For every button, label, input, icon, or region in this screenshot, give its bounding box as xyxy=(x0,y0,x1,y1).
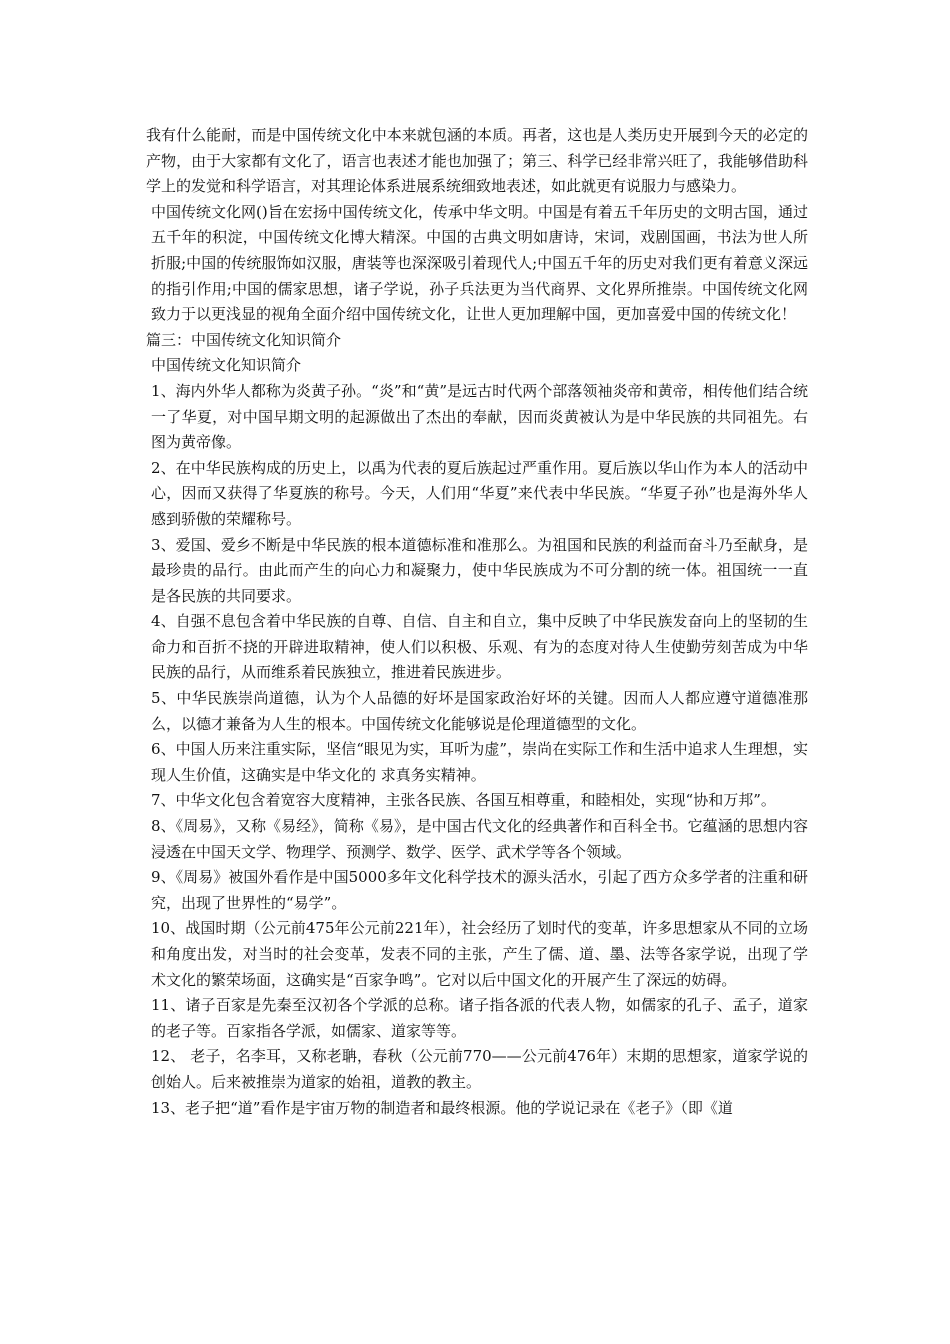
paragraph: 8、《周易》，又称《易经》，简称《易》，是中国古代文化的经典著作和百科全书。它蕴涵的思想内容浸透在中国天文学、物理学、预测学、数学、医学、武术学等各个领域。 xyxy=(151,817,808,861)
paragraph: 7、中华文化包含着宽容大度精神，主张各民族、各国互相尊重，和睦相处，实现“协和万邦”。 xyxy=(151,791,776,810)
paragraph: 1、海内外华人都称为炎黄子孙。“炎”和“黄”是远古时代两个部落领袖炎帝和黄帝，相传他们结合统一了华夏，对中国早期文明的起源做出了杰出的奉献，因而炎黄被认为是中华民族的共同祖先。右图为黄帝像。 xyxy=(151,381,808,452)
paragraph: 11、诸子百家是先秦至汉初各个学派的总称。诸子指各派的代表人物，如儒家的孔子、孟子，道家的老子等。百家指各学派，如儒家、道家等等。 xyxy=(151,996,808,1040)
paragraph: 中国传统文化知识简介 xyxy=(151,356,302,375)
paragraph: 4、自强不息包含着中华民族的自尊、自信、自主和自立，集中反映了中华民族发奋向上的坚韧的生命力和百折不挠的开辟进取精神，使人们以积极、乐观、有为的态度对待人生使勤劳刻苦成为中华民族的品行，从而维系着民族独立，推进着民族进步。 xyxy=(151,612,808,682)
paragraph: 3、爱国、爱乡不断是中华民族的根本道德标准和准那么。为祖国和民族的利益而奋斗乃至献身，是最珍贵的品行。由此而产生的向心力和凝聚力，使中华民族成为不可分割的统一体。祖国统一一直是各民族的共同要求。 xyxy=(151,535,808,605)
paragraph: 我有什么能耐，而是中国传统文化中本来就包涵的本质。再者，这也是人类历史开展到今天的必定的产物，由于大家都有文化了，语言也表述才能也加强了；第三、科学已经非常兴旺了，我能够借助科学上的发觉和科学语言，对其理论体系进展系统细致地表述，如此就更有说服力与感染力。 xyxy=(146,126,808,196)
paragraph: 10、战国时期（公元前475年公元前221年），社会经历了划时代的变革，许多思想家从不同的立场和角度出发，对当时的社会变革，发表不同的主张，产生了儒、道、墨、法等各家学说，出现了学术文化的繁荣场面，这确实是“百家争鸣”。它对以后中国文化的开展产生了深远的妨碍。 xyxy=(151,919,808,989)
paragraph: 2、在中华民族构成的历史上，以禹为代表的夏后族起过严重作用。夏后族以华山作为本人的活动中心，因而又获得了华夏族的称号。今天，人们用“华夏”来代表中华民族。“华夏子孙”也是海外华人感到骄傲的荣耀称号。 xyxy=(151,458,808,528)
paragraph: 13、老子把“道”看作是宇宙万物的制造者和最终根源。他的学说记录在《老子》（即《道 xyxy=(151,1098,733,1117)
paragraph: 5、中华民族崇尚道德，认为个人品德的好坏是国家政治好坏的关键。因而人人都应遵守道德准那么，以德才兼备为人生的根本。中国传统文化能够说是伦理道德型的文化。 xyxy=(151,689,808,733)
paragraph: 9、《周易》被国外看作是中国5000多年文化科学技术的源头活水，引起了西方众多学者的注重和研究，出现了世界性的“易学”。 xyxy=(151,868,808,912)
paragraph: 中国传统文化网()旨在宏扬中国传统文化，传承中华文明。中国是有着五千年历史的文明古国，通过五千年的积淀，中国传统文化博大精深。中国的古典文明如唐诗，宋词，戏剧国画，书法为世人所折服;中国的传统服饰如汉服，唐装等也深深吸引着现代人;中国五千年的历史对我们更有着意义深远的指引作用;中国的儒家思想，诸子学说，孙子兵法更为当代商界、文化界所推崇。中国传统文化网致力于以更浅显的视角全面介绍中国传统文化，让世人更加理解中国，更加喜爱中国的传统文化！ xyxy=(151,202,808,324)
paragraph: 12、 老子，名李耳，又称老聃，春秋（公元前770——公元前476年）末期的思想家，道家学说的创始人。后来被推崇为道家的始祖，道教的教主。 xyxy=(151,1047,808,1091)
document-page xyxy=(146,123,808,1121)
paragraph: 6、中国人历来注重实际，坚信“眼见为实，耳听为虚”，崇尚在实际工作和生活中追求人生理想，实现人生价值，这确实是中华文化的 求真务实精神。 xyxy=(151,740,808,784)
paragraph: 篇三：中国传统文化知识简介 xyxy=(146,330,342,349)
